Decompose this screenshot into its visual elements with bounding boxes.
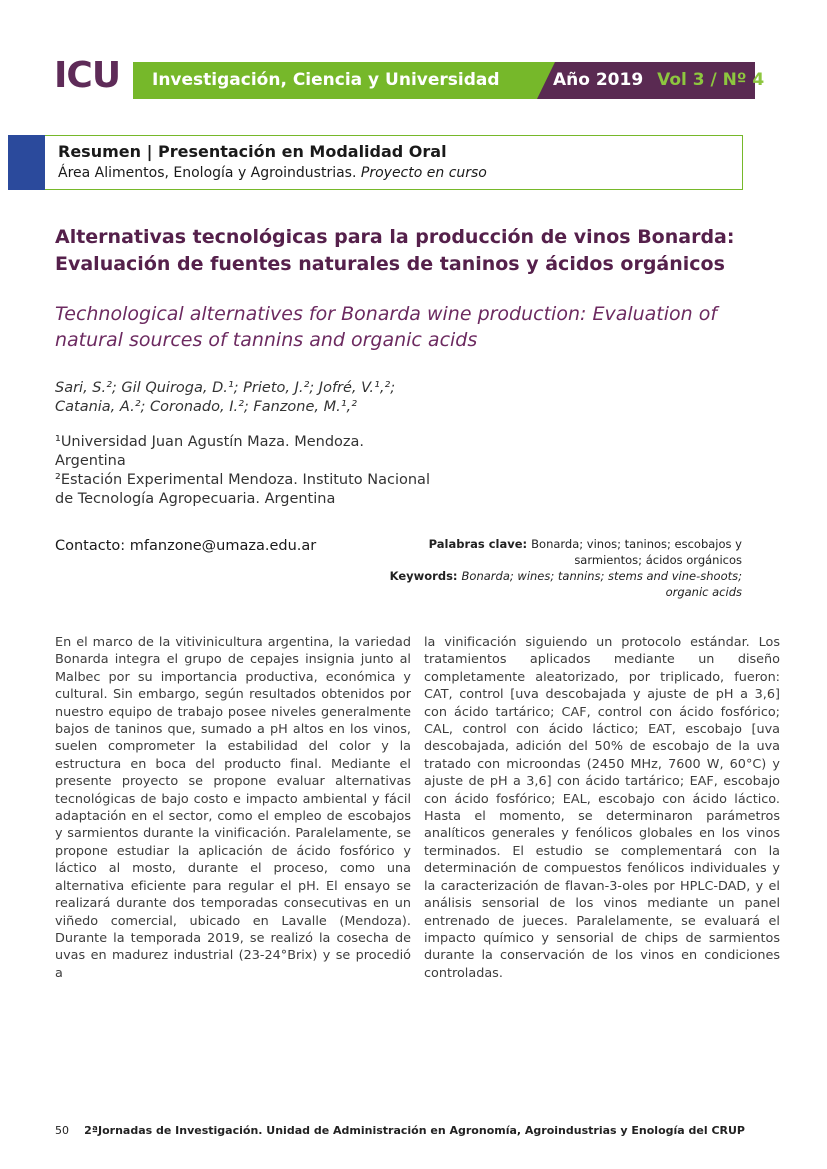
resumen-text <box>58 141 487 183</box>
header-banner <box>133 62 765 99</box>
footer-page-number: 50 <box>55 1124 69 1137</box>
keywords-spanish-text: Bonarda; vinos; taninos; escobajos y sarmientos; ácidos orgánicos <box>531 537 742 567</box>
article-title-spanish: Alternativas tecnológicas para la producción de vinos Bonarda: Evaluación de fuentes naturales de taninos y ácidos orgánicos <box>55 226 735 275</box>
keywords-block <box>372 536 742 600</box>
affiliation-2: ²Estación Experimental Mendoza. Instituto Nacional de Tecnología Agropecuaria. Argentina <box>55 472 430 507</box>
keywords-spanish-label: Palabras clave: <box>428 537 532 551</box>
resumen-subtitle <box>58 163 487 183</box>
resumen-box <box>8 135 743 190</box>
banner-title: Investigación, Ciencia y Universidad <box>152 70 500 90</box>
volume-label: Vol 3 / Nº 4 <box>657 70 765 90</box>
affiliations-block <box>55 433 433 509</box>
keywords-english <box>372 568 742 600</box>
contact-line <box>55 538 316 554</box>
contact-email: mfanzone@umaza.edu.ar <box>129 538 317 554</box>
keywords-spanish <box>372 536 742 568</box>
abstract-column-right: la vinificación siguiendo un protocolo estándar. Los tratamientos aplicados mediante un diseño completamente aleatorizado, por triplicado, fueron: CAT, control [uva descobajada y ajuste de pH a 3,6] con ácido tartárico; CAF, control con ácido fosfórico; CAL, control con ácido láctico; EAT, escobajo [uva descobajada, adición del 50% de escobajo de la uva tratado con microondas (2450 MHz, 7600 W, 60°C) y ajuste de pH a 3,6] con ácido tartárico; EAF, escobajo con ácido fosfórico; EAL, escobajo con ácido láctico. Hasta el momento, se determinaron parámetros analíticos generales y fenólicos globales en los vinos terminados. El estudio se complementará con la determinación de compuestos fenólicos individuales y la caracterización de flavan-3-oles por HPLC-DAD, y el análisis sensorial de los vinos mediante un panel entrenado de jueces. Paralelamente, se evaluará el impacto químico y sensorial de chips de sarmientos durante la conservación de los vinos en condiciones controladas. <box>424 635 780 981</box>
article-title-english: Technological alternatives for Bonarda wine production: Evaluation of natural sources of tannins and organic acids <box>55 303 718 351</box>
resumen-area-label: Área Alimentos, Enología y Agroindustrias. <box>58 165 361 181</box>
keywords-english-label: Keywords: <box>389 569 462 583</box>
footer-text: 2ªJornadas de Investigación. Unidad de Administración en Agronomía, Agroindustrias y Enología del CRUP <box>84 1124 745 1137</box>
keywords-english-text: Bonarda; wines; tannins; stems and vine-shoots; organic acids <box>461 569 742 599</box>
blue-accent-bar <box>8 135 45 190</box>
resumen-title: Resumen | Presentación en Modalidad Oral <box>58 142 447 161</box>
year-label: Año 2019 <box>553 70 644 90</box>
authors-list: Sari, S.²; Gil Quiroga, D.¹; Prieto, J.²; Jofré, V.¹,²; Catania, A.²; Coronado, I.²; Fanzone, M.¹,² <box>55 380 396 415</box>
issue-info <box>553 62 764 99</box>
affiliation-1: ¹Universidad Juan Agustín Maza. Mendoza. Argentina <box>55 434 365 469</box>
contact-label: Contacto: <box>55 538 130 554</box>
icu-logo: ICU <box>54 55 121 96</box>
resumen-status-label: Proyecto en curso <box>360 165 487 181</box>
abstract-column-left: En el marco de la vitivinicultura argentina, la variedad Bonarda integra el grupo de cepajes insignia junto al Malbec por su importancia productiva, económica y cultural. Sin embargo, según resultados obtenidos por nuestro equipo de trabajo posee niveles generalmente bajos de taninos que, sumado a pH altos en los vinos, suelen comprometer la estabilidad del color y la estructura en boca del producto final. Mediante el presente proyecto se propone evaluar alternativas tecnológicas de bajo costo e impacto ambiental y fácil adaptación en el sector, como el empleo de escobajos y sarmientos durante la vinificación. Paralelamente, se propone estudiar la aplicación de ácido fosfórico y láctico al mosto, durante el proceso, como una alternativa eficiente para regular el pH. El ensayo se realizará durante dos temporadas consecutivas en un viñedo comercial, ubicado en Lavalle (Mendoza). Durante la temporada 2019, se realizó la cosecha de uvas en madurez industrial (23-24°Brix) y se procedió a <box>55 635 411 981</box>
